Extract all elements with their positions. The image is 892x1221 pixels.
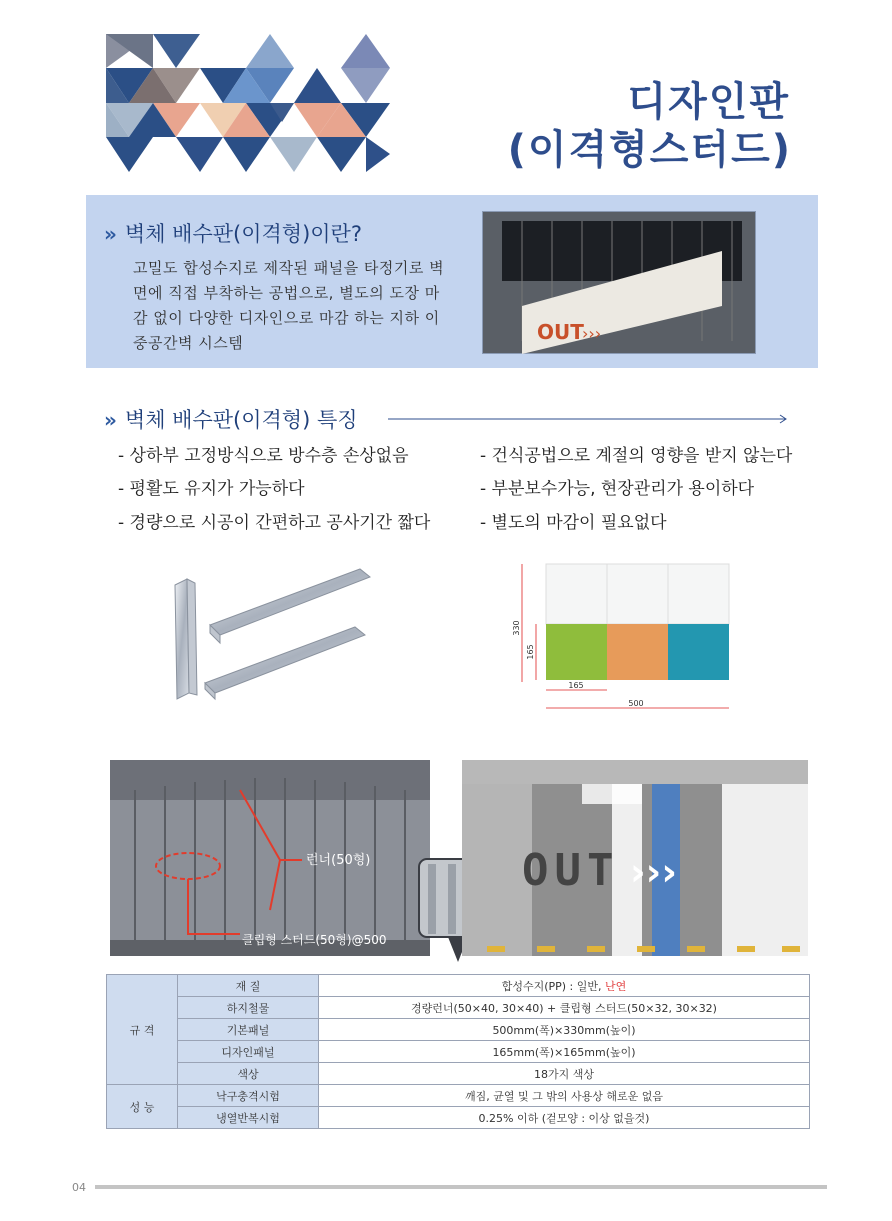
spec-table <box>106 974 810 1129</box>
features-heading-text: 벽체 배수판(이격형) 특징 <box>124 408 358 432</box>
panel-teal <box>668 624 729 680</box>
row-value: 합성수지(PP) : 일반, 난연 <box>319 975 810 997</box>
table-row <box>107 1107 810 1129</box>
panel-green <box>546 624 607 680</box>
table-row <box>107 997 810 1019</box>
panel-orange <box>607 624 668 680</box>
row-value: 500mm(폭)×330mm(높이) <box>319 1019 810 1041</box>
stud-label: 클립형 스터드(50형)@500 <box>242 933 387 947</box>
intro-heading-text: 벽체 배수판(이격형)이란? <box>124 222 362 246</box>
feature-item: - 상하부 고정방식으로 방수층 손상없음 <box>118 446 409 466</box>
heading-arrow-icon <box>388 413 790 425</box>
table-row <box>107 1019 810 1041</box>
install-photo <box>482 211 756 354</box>
construction-photo <box>110 760 430 956</box>
row-label: 낙구충격시험 <box>178 1085 319 1107</box>
runner-label: 런너(50형) <box>306 853 371 868</box>
svg-text:›››: ››› <box>582 324 602 343</box>
group-label: 규 격 <box>107 975 178 1085</box>
intro-body: 고밀도 합성수지로 제작된 패널을 타정기로 벽면에 직접 부착하는 공법으로, 별도의 도장 마감 없이 다양한 디자인으로 마감 하는 지하 이중공간벽 시스템 <box>133 259 445 352</box>
svg-text:›››: ››› <box>630 850 677 894</box>
row-value: 18가지 색상 <box>319 1063 810 1085</box>
double-chevron-icon: » <box>104 222 117 246</box>
photo-sign-text: OUT <box>537 320 584 344</box>
flame-retardant-text: 난연 <box>605 979 627 993</box>
feature-item: - 경량으로 시공이 간편하고 공사기간 짧다 <box>118 513 431 533</box>
page-title-line1: 디자인판 <box>627 79 790 125</box>
row-value: 깨짐, 균열 및 그 밖의 사용상 해로운 없음 <box>319 1085 810 1107</box>
feature-item: - 별도의 마감이 필요없다 <box>480 513 667 533</box>
metal-runner-illustration <box>165 565 380 705</box>
row-label: 기본패널 <box>178 1019 319 1041</box>
wall-sign-text: OUT <box>522 845 620 896</box>
row-value: 경량런너(50×40, 30×40) + 클립형 스터드(50×32, 30×32) <box>319 997 810 1019</box>
double-chevron-icon: » <box>104 408 117 432</box>
feature-item: - 부분보수가능, 현장관리가 용이하다 <box>480 479 755 499</box>
table-row <box>107 975 810 997</box>
finished-wall-photo <box>462 760 808 956</box>
row-label: 하지철물 <box>178 997 319 1019</box>
table-row <box>107 1085 810 1107</box>
row-label: 디자인패널 <box>178 1041 319 1063</box>
row-label: 재 질 <box>178 975 319 997</box>
panel-dimension-diagram <box>508 560 736 716</box>
row-value: 0.25% 이하 (겉모양 : 이상 없을것) <box>319 1107 810 1129</box>
page-number: 04 <box>72 1181 86 1194</box>
dim-500: 500 <box>628 699 644 708</box>
feature-item: - 평활도 유지가 가능하다 <box>118 479 305 499</box>
dim-330: 330 <box>512 620 521 636</box>
feature-item: - 건식공법으로 계절의 영향을 받지 않는다 <box>480 446 793 466</box>
row-label: 색상 <box>178 1063 319 1085</box>
intro-heading <box>104 218 362 248</box>
features-heading <box>104 404 358 434</box>
table-row <box>107 1063 810 1085</box>
row-label: 냉열반복시험 <box>178 1107 319 1129</box>
dim-165-horizontal: 165 <box>568 681 584 690</box>
table-row <box>107 1041 810 1063</box>
group-label: 성 능 <box>107 1085 178 1129</box>
page-title-line2: (이격형스터드) <box>507 127 792 173</box>
footer-bar <box>95 1185 827 1189</box>
row-value: 165mm(폭)×165mm(높이) <box>319 1041 810 1063</box>
dim-165-vertical: 165 <box>526 644 535 660</box>
triangle-pattern-logo <box>106 34 390 172</box>
